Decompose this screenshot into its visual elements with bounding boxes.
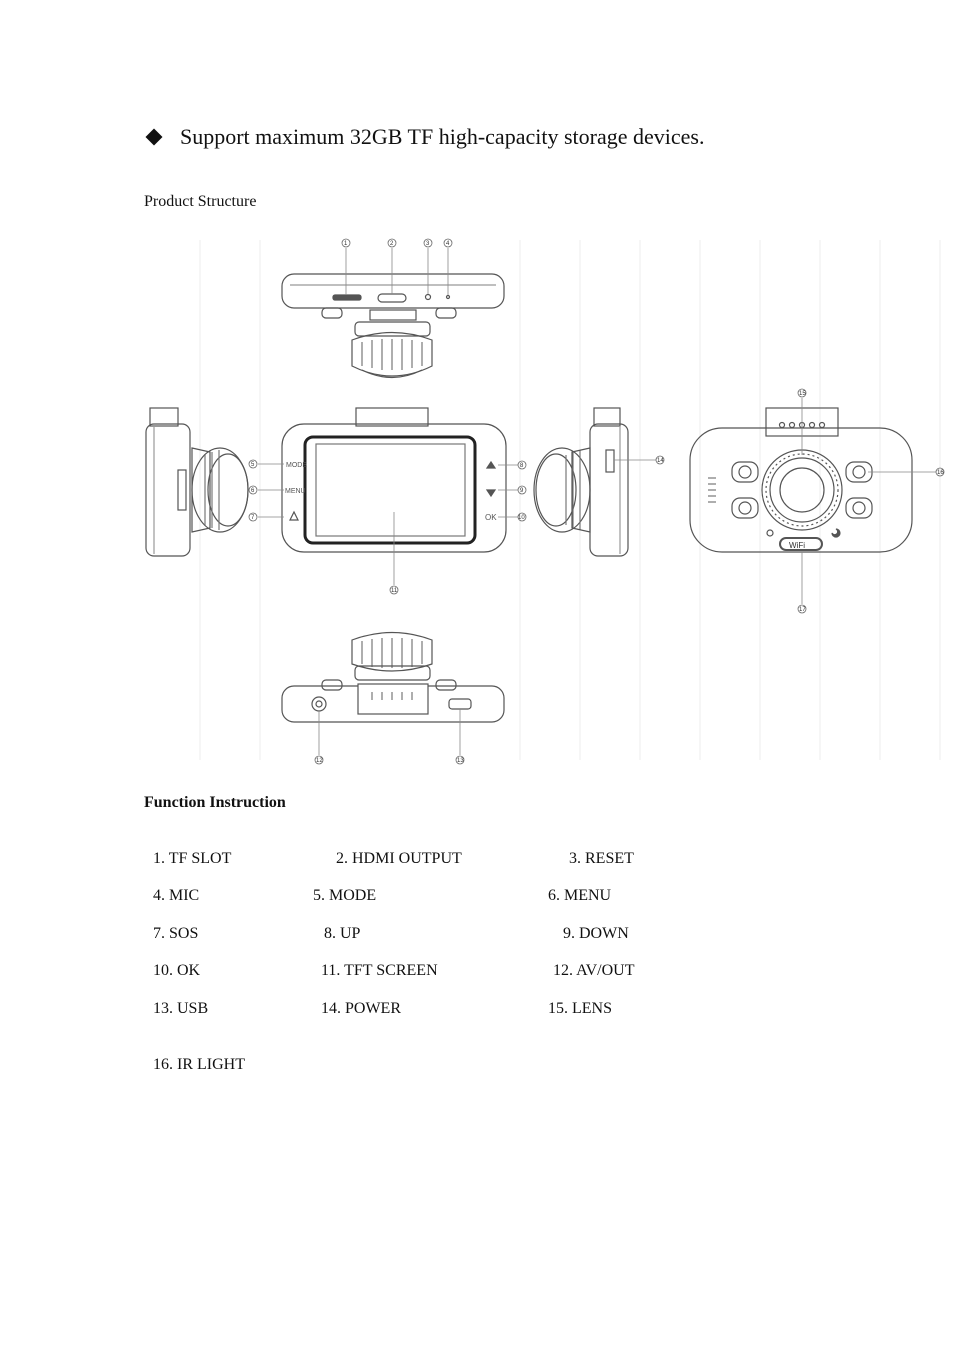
product-structure-label: Product Structure — [144, 193, 257, 210]
callout-11 — [390, 586, 398, 594]
svg-text:10: 10 — [518, 515, 525, 521]
front-mode-label: MODE — [286, 462, 307, 469]
function-item: 4. MIC — [153, 887, 200, 904]
function-item: 14. POWER — [321, 1000, 401, 1017]
callout-13 — [456, 756, 464, 764]
bottom-view-drawing — [282, 633, 504, 756]
back-view-drawing — [690, 398, 936, 604]
callout-2 — [388, 239, 396, 247]
svg-text:13: 13 — [457, 758, 464, 764]
svg-text:16: 16 — [937, 470, 944, 476]
callout-9 — [518, 486, 526, 494]
svg-text:5: 5 — [251, 462, 255, 468]
function-item: 7. SOS — [153, 925, 199, 942]
svg-text:9: 9 — [520, 488, 524, 494]
front-menu-label: MENU — [285, 488, 306, 495]
svg-text:4: 4 — [446, 241, 450, 247]
callout-6 — [249, 486, 257, 494]
function-item: 15. LENS — [548, 1000, 612, 1017]
callout-3 — [424, 239, 432, 247]
function-item: 16. IR LIGHT — [153, 1056, 245, 1073]
svg-text:6: 6 — [251, 488, 255, 494]
function-item: 12. AV/OUT — [553, 962, 635, 979]
callout-10 — [518, 513, 526, 521]
function-item: 8. UP — [324, 925, 361, 942]
callout-17 — [798, 605, 806, 613]
diamond-bullet-icon — [146, 129, 163, 146]
feature-text: Support maximum 32GB TF high-capacity storage devices. — [180, 124, 705, 149]
svg-text:17: 17 — [799, 607, 806, 613]
callout-4 — [444, 239, 452, 247]
function-item: 1. TF SLOT — [153, 850, 232, 867]
svg-text:15: 15 — [799, 391, 806, 397]
svg-text:11: 11 — [391, 588, 398, 594]
function-item: 10. OK — [153, 962, 201, 979]
callout-5 — [249, 460, 257, 468]
callout-8 — [518, 461, 526, 469]
svg-text:14: 14 — [657, 458, 664, 464]
function-item: 2. HDMI OUTPUT — [336, 850, 462, 867]
top-view-drawing — [282, 248, 504, 378]
callout-15 — [798, 389, 806, 397]
callout-14 — [656, 456, 664, 464]
svg-text:1: 1 — [344, 241, 348, 247]
front-ok-label: OK — [485, 513, 497, 522]
callout-7 — [249, 513, 257, 521]
function-item: 5. MODE — [313, 887, 377, 904]
svg-text:7: 7 — [251, 515, 255, 521]
callout-12 — [315, 756, 323, 764]
function-item: 11. TFT SCREEN — [321, 962, 438, 979]
callout-1 — [342, 239, 350, 247]
svg-text:WiFi: WiFi — [789, 541, 805, 550]
function-item: 9. DOWN — [563, 925, 629, 942]
function-item: 13. USB — [153, 1000, 209, 1017]
function-instruction-heading: Function Instruction — [144, 794, 286, 811]
function-item: 6. MENU — [548, 887, 612, 904]
svg-text:12: 12 — [316, 758, 323, 764]
front-view-drawing — [258, 408, 518, 585]
feature-bullet — [144, 124, 704, 150]
left-side-view-drawing — [146, 408, 248, 556]
function-item: 3. RESET — [569, 850, 634, 867]
right-side-view-drawing — [534, 408, 656, 556]
svg-text:3: 3 — [426, 241, 430, 247]
svg-text:2: 2 — [390, 241, 394, 247]
svg-text:8: 8 — [520, 463, 524, 469]
product-structure-diagram — [140, 232, 950, 772]
callout-16 — [936, 468, 944, 476]
